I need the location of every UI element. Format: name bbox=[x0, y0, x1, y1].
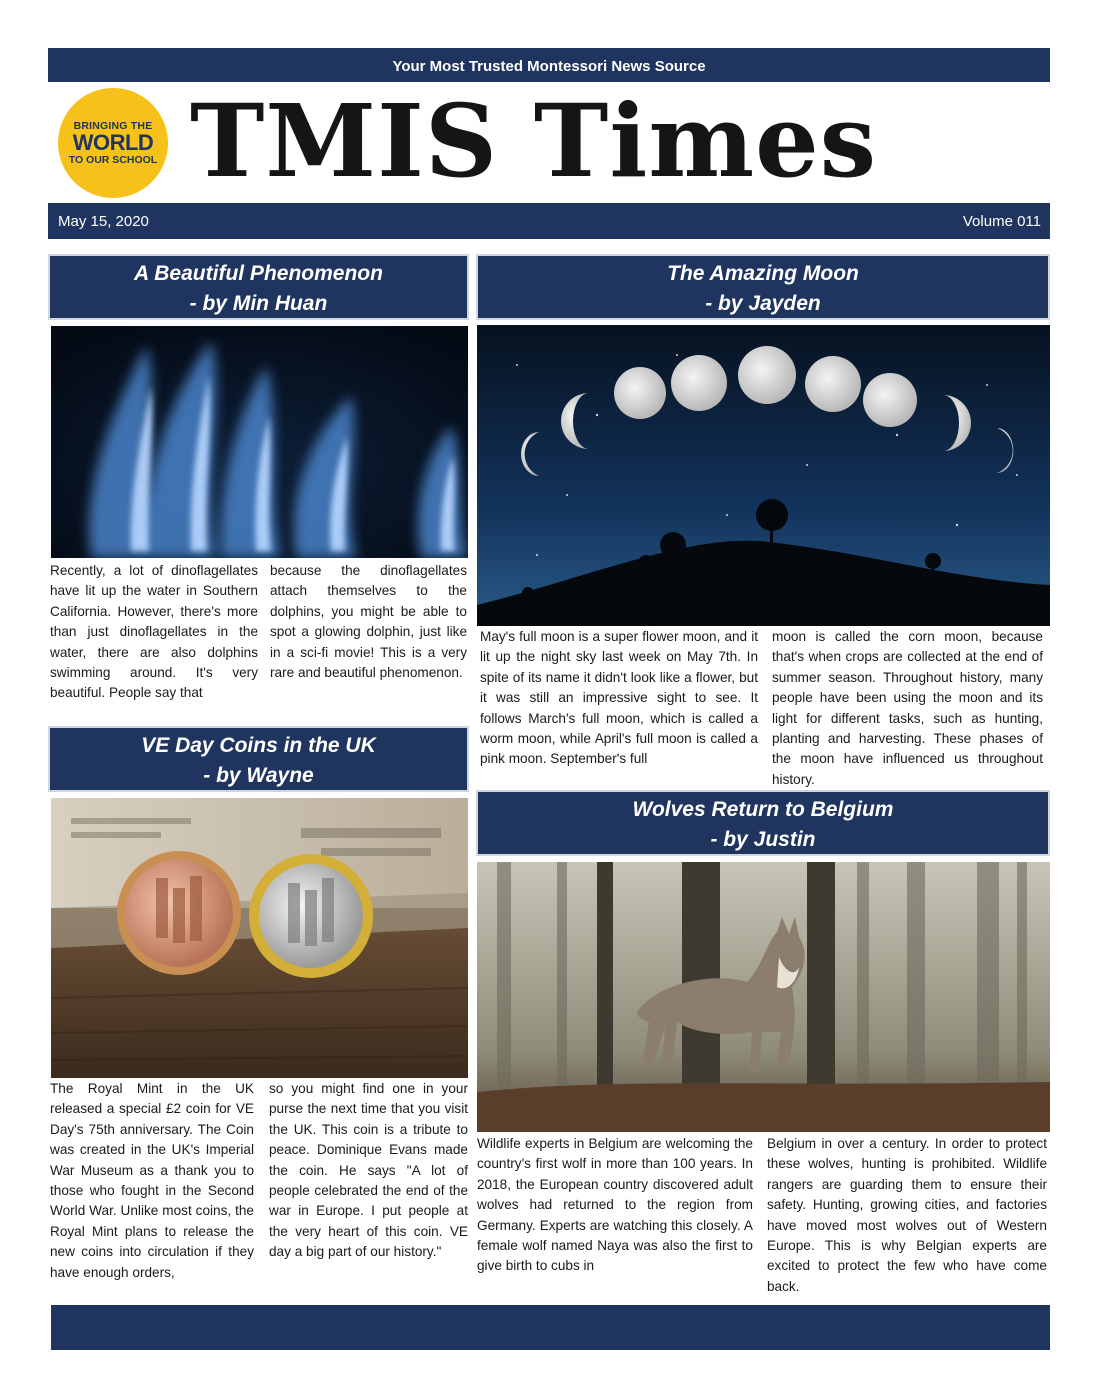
coins-column-1 bbox=[50, 1079, 254, 1283]
coins-text-1: The Royal Mint in the UK released a special £2 coin for VE Day's 75th anniversary. The Coin was created in the UK's Imperial War Museum as a thank you to those who fought in the Second World War. Unlike most coins, the Royal Mint plans to release the new coins into circulation if they have enough orders, bbox=[50, 1081, 254, 1280]
coins-byline: - by Wayne bbox=[203, 764, 314, 787]
coins-header bbox=[48, 726, 469, 792]
moon-text-2: moon is called the corn moon, because that's when crops are collected at the end of summer season. Throughout history, many people have been using the moon and its light for different tasks, such as hunting, planting and harvesting. These phases of the moon have influenced us throughout history. bbox=[772, 629, 1043, 787]
wolves-header bbox=[476, 790, 1050, 856]
moon-column-1 bbox=[480, 627, 758, 770]
moon-text-1: May's full moon is a super flower moon, and it lit up the night sky last week on May 7th. In spite of its name it didn't look like a flower, but it was still an impressive sight to see. It follows March's full moon, which is called a worm moon, while April's full moon is called a pink moon. September's full bbox=[480, 629, 758, 767]
wolves-byline: - by Justin bbox=[710, 828, 816, 851]
issue-volume: Volume 011 bbox=[962, 213, 1041, 230]
issue-date: May 15, 2020 bbox=[58, 213, 149, 230]
moon-header bbox=[476, 254, 1050, 320]
footer-bar bbox=[51, 1305, 1050, 1350]
phenomenon-photo bbox=[51, 326, 468, 558]
wolves-column-2 bbox=[767, 1134, 1047, 1297]
moon-title: The Amazing Moon bbox=[667, 262, 859, 285]
phenomenon-text-2: because the dinoflagellates attach themselves to the dolphins, you might be able to spot a glowing dolphin, just like in a sci-fi movie! This is a very rare and beautiful phenomenon. bbox=[270, 563, 467, 681]
moon-byline: - by Jayden bbox=[705, 292, 821, 315]
tagline-bar bbox=[48, 48, 1050, 82]
wolves-text-2: Belgium in over a century. In order to protect these wolves, hunting is prohibited. Wildlife rangers are guarding them to ensure their safety. Hunting, growing cities, and factories have moved most wolves out of Western Europe. This is why Belgian experts are excited to protect the few who have come back. bbox=[767, 1136, 1047, 1294]
phenomenon-title: A Beautiful Phenomenon bbox=[134, 262, 383, 285]
coins-photo bbox=[51, 798, 468, 1078]
date-bar bbox=[48, 203, 1050, 239]
moon-phases-photo bbox=[477, 325, 1050, 626]
wolves-column-1 bbox=[477, 1134, 753, 1277]
logo-line-2: WORLD bbox=[72, 130, 154, 155]
phenomenon-column-1 bbox=[50, 561, 258, 704]
tagline: Your Most Trusted Montessori News Source bbox=[392, 58, 706, 75]
logo-line-3: TO OUR SCHOOL bbox=[68, 154, 158, 166]
logo-line-1: BRINGING THE bbox=[73, 120, 153, 132]
phenomenon-column-2 bbox=[270, 561, 467, 683]
masthead-title: TMIS Times bbox=[190, 82, 878, 200]
coins-column-2 bbox=[269, 1079, 468, 1263]
wolf-photo bbox=[477, 862, 1050, 1132]
coins-title: VE Day Coins in the UK bbox=[141, 734, 376, 757]
coins-text-2: so you might find one in your purse the next time that you visit the UK. This coin is a tribute to peace. Dominique Evans made the coin. He says "A lot of people celebrated the end of the war in Europe. I put people at the very heart of this coin. VE day a big part of our history." bbox=[269, 1081, 468, 1260]
school-logo-badge bbox=[58, 88, 168, 198]
phenomenon-byline: - by Min Huan bbox=[189, 292, 328, 315]
phenomenon-header bbox=[48, 254, 469, 320]
wolves-text-1: Wildlife experts in Belgium are welcoming the country's first wolf in more than 100 years. In 2018, the European country discovered adult wolves had returned to the region from Germany. Experts are watching this closely. A female wolf named Naya was also the first to give birth to cubs in bbox=[477, 1136, 753, 1274]
wolves-title: Wolves Return to Belgium bbox=[632, 798, 894, 821]
phenomenon-text-1: Recently, a lot of dinoflagellates have lit up the water in Southern California. However, there's more than just dinoflagellates in the water, there are also dolphins swimming around. It's very beautiful. People say that bbox=[50, 563, 258, 701]
moon-column-2 bbox=[772, 627, 1043, 790]
